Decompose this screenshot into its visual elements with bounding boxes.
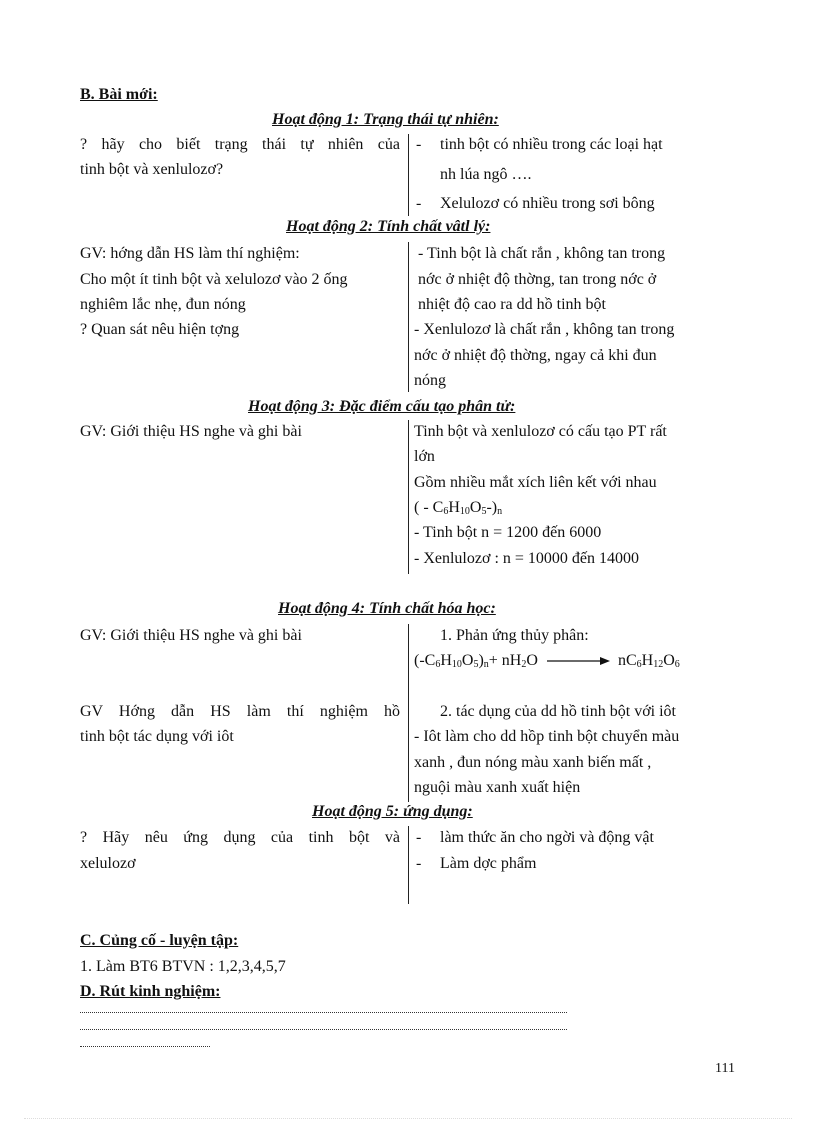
page-bottom-rule	[24, 1118, 792, 1119]
page-number: 111	[715, 1061, 735, 1076]
activity-1-answer: tinh bột có nhiều trong các loại hạt	[440, 136, 663, 153]
activity-2-title: Hoạt động 2: Tính chất vâtl lý:	[286, 218, 491, 235]
column-divider	[408, 420, 409, 574]
activity-3-right-line: - Xenlulozơ : n = 10000 đến 14000	[414, 550, 640, 567]
bullet-dash: -	[416, 829, 422, 846]
activity-4-right-line: nguội màu xanh xuất hiện	[414, 779, 581, 796]
bullet-dash: -	[416, 136, 422, 153]
activity-3-right-line: - Tinh bột n = 1200 đến 6000	[414, 524, 602, 541]
hydrolysis-reactants: $(-C_6H_{10}O_5)_n+ nH_2O$	[414, 652, 538, 670]
activity-2-left-line: GV: hớng dẫn HS làm thí nghiệm:	[80, 245, 300, 262]
activity-4-right-line: - Iôt làm cho dd hồp tinh bột chuyển màu	[414, 728, 680, 745]
activity-5-title: Hoạt động 5: ứng dụng:	[312, 803, 473, 820]
activity-1-answer: Xelulozơ có nhiều trong sơi bông	[440, 195, 655, 212]
column-divider	[408, 826, 409, 904]
activity-3-title: Hoạt động 3: Đặc điểm cấu tạo phân tử:	[248, 398, 516, 415]
section-d-title: D. Rút kinh nghiệm:	[80, 983, 221, 1000]
activity-4-right-line: xanh , đun nóng màu xanh biến mất ,	[414, 754, 652, 771]
activity-2-right-line: nớc ở nhiệt độ thờng, ngay cả khi đun	[414, 347, 657, 364]
activity-5-question: ? Hãy nêu ứng dụng của tinh bột và	[80, 829, 400, 846]
activity-2-right-line: nớc ở nhiệt độ thờng, tan trong nớc ở	[418, 271, 657, 288]
activity-2-right-line: nhiệt độ cao ra dd hồ tinh bột	[418, 296, 606, 313]
activity-5-answer: làm thức ăn cho ngời và động vật	[440, 829, 654, 846]
polymer-formula: ( - $C_6H_{10}O_5-)_n$	[414, 499, 503, 517]
activity-4-left-line: GV Hớng dẫn HS làm thí nghiệm hồ	[80, 703, 400, 720]
column-divider	[408, 134, 409, 216]
reaction-arrow-icon	[546, 655, 612, 667]
activity-3-right-line: lớn	[414, 448, 435, 465]
activity-2-right-line: - Tinh bột là chất rắn , không tan trong	[418, 245, 666, 262]
activity-2-right-line: nóng	[414, 372, 446, 389]
activity-5-question: xelulozơ	[80, 855, 136, 872]
dotted-line	[80, 1012, 567, 1013]
activity-1-question: ? hãy cho biết trạng thái tự nhiên của	[80, 136, 400, 153]
hydrolysis-product: $nC_6H_{12}O_6$	[618, 652, 680, 670]
section-c-title: C. Củng cố - luyện tập:	[80, 932, 239, 949]
bullet-dash: -	[416, 195, 422, 212]
activity-4-title: Hoạt động 4: Tính chất hóa học:	[278, 600, 496, 617]
activity-2-left-line: Cho một ít tinh bột và xelulozơ vào 2 ống	[80, 271, 348, 288]
activity-2-left-line: ? Quan sát nêu hiện tợng	[80, 321, 240, 338]
activity-4-left-line: tinh bột tác dụng với iôt	[80, 728, 234, 745]
activity-3-right-line: Tinh bột và xenlulozơ có cấu tạo PT rất	[414, 423, 667, 440]
hydrolysis-heading: 1. Phản ứng thủy phân:	[440, 627, 589, 644]
column-divider	[408, 624, 409, 802]
activity-3-left-line: GV: Giới thiệu HS nghe và ghi bài	[80, 423, 302, 440]
activity-1-title: Hoạt động 1: Trạng thái tự nhiên:	[272, 111, 499, 128]
activity-5-answer: Làm dợc phẩm	[440, 855, 537, 872]
dotted-line	[80, 1029, 567, 1030]
iodine-heading: 2. tác dụng của dd hồ tinh bột với iôt	[440, 703, 676, 720]
activity-1-question: tinh bột và xenlulozơ?	[80, 161, 224, 178]
bullet-dash: -	[416, 855, 422, 872]
activity-2-left-line: nghiêm lắc nhẹ, đun nóng	[80, 296, 246, 313]
activity-1-answer: nh lúa ngô ….	[440, 166, 532, 183]
section-b-title: B. Bài mới:	[80, 86, 158, 103]
column-divider	[408, 242, 409, 392]
dotted-line	[80, 1046, 210, 1047]
activity-2-right-line: - Xenlulozơ là chất rắn , không tan trong	[414, 321, 675, 338]
activity-4-left-line: GV: Giới thiệu HS nghe và ghi bài	[80, 627, 302, 644]
activity-3-right-line: Gồm nhiều mắt xích liên kết với nhau	[414, 474, 657, 491]
homework-line: 1. Làm BT6 BTVN : 1,2,3,4,5,7	[80, 958, 286, 975]
